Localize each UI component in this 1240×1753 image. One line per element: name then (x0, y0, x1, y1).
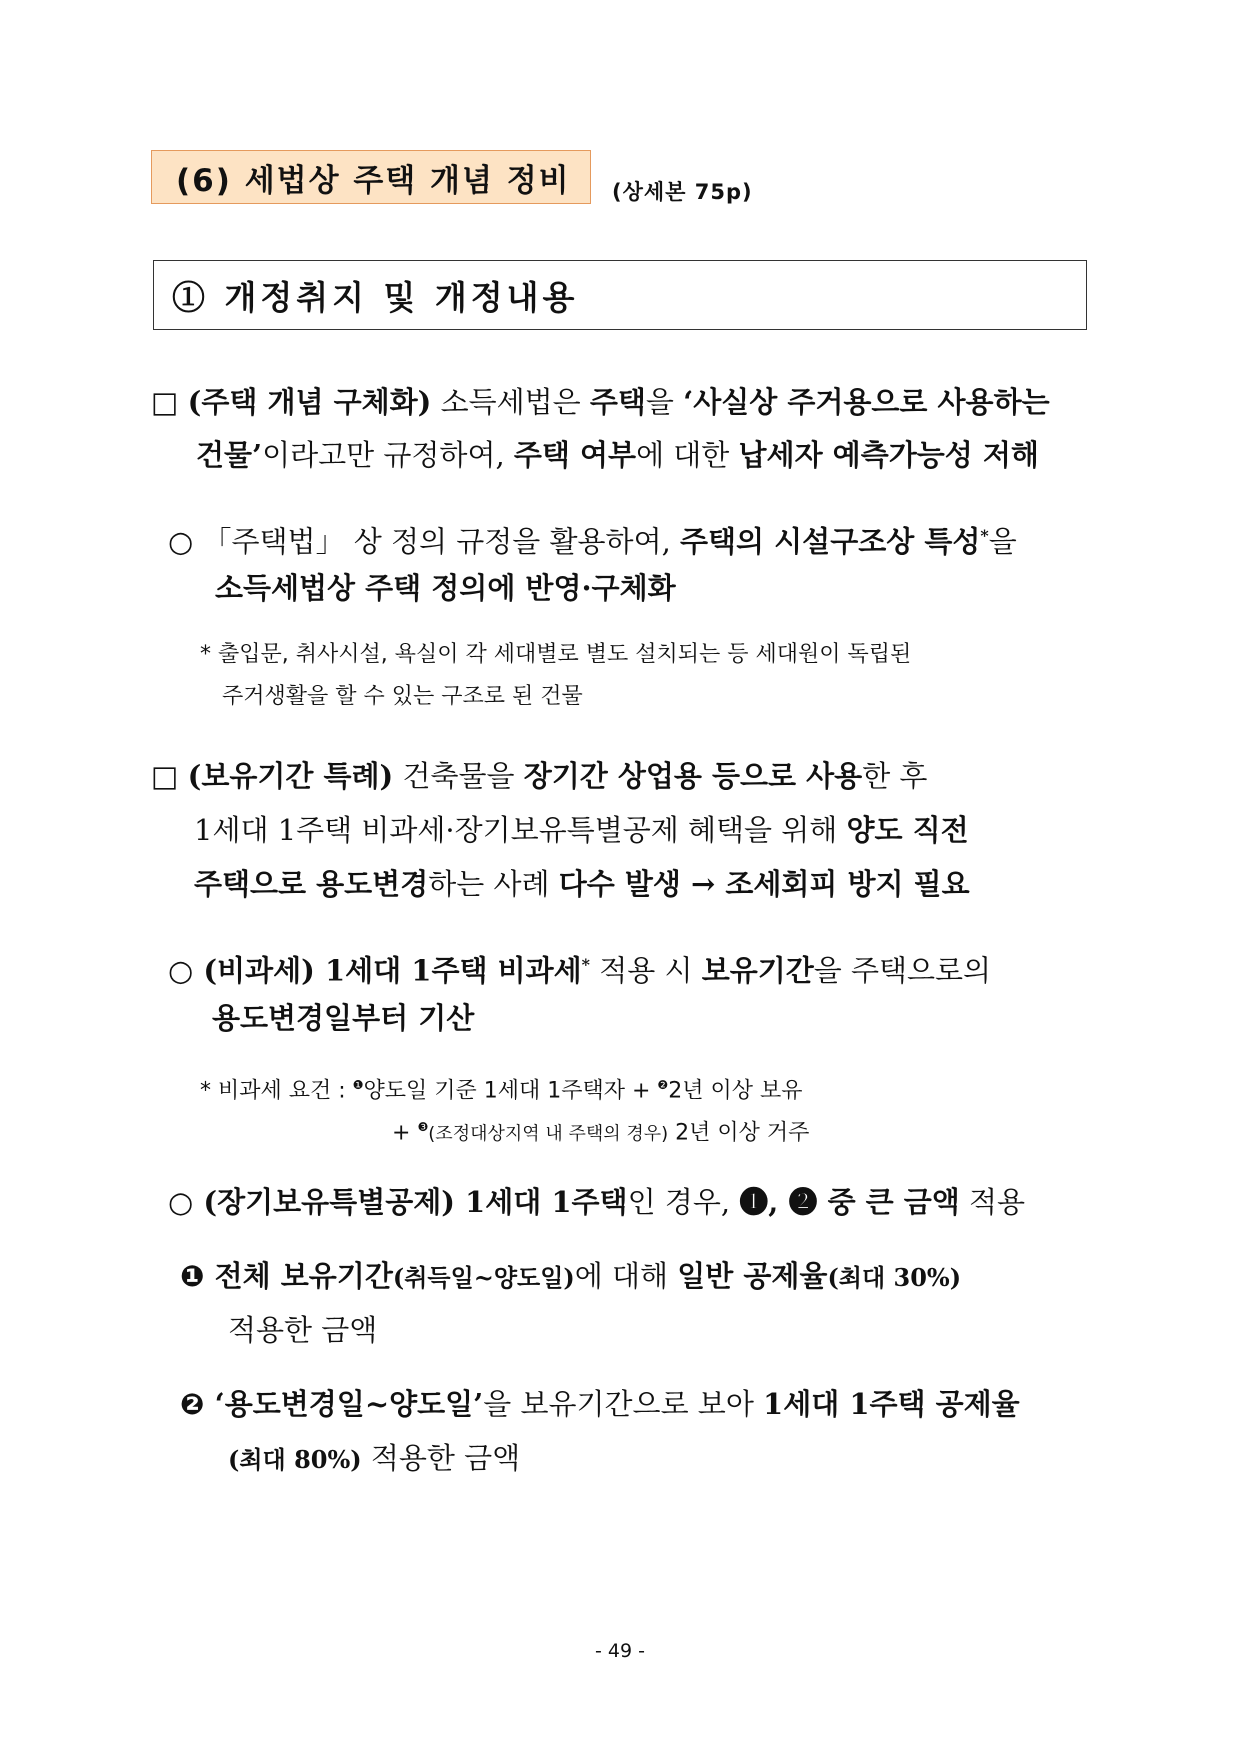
sub2-line1 (168, 938, 991, 998)
text-small: (조정대상지역 내 주택의 경우) (428, 1123, 669, 1145)
item1-line1 (180, 1250, 961, 1304)
text-bold: 양도 직전 (846, 813, 969, 847)
checkbox-bullet-icon: □ (151, 385, 179, 419)
text-bold: 1세대 1주택 공제율 (763, 1387, 1020, 1421)
text-bold-small: (취득일~양도일) (392, 1263, 575, 1292)
item2-line1 (180, 1378, 1020, 1431)
block2-line1 (151, 750, 927, 803)
text-bold: 일반 공제율 (677, 1259, 828, 1293)
text-bold: (장기보유특별공제) 1세대 1주택 (193, 1185, 628, 1219)
text: 에 대해 (574, 1259, 678, 1293)
text: 인 경우, (627, 1185, 740, 1219)
circle-bullet-icon: ○ (168, 953, 194, 988)
text: 건축물을 (393, 759, 524, 793)
text: 을 (988, 524, 1017, 559)
text: 소득세법은 (431, 385, 590, 419)
block1-heading: (주택 개념 구체화) (187, 385, 432, 419)
circled-two-icon: ❷ (657, 1078, 669, 1092)
text: 이라고만 규정하여, (262, 438, 514, 472)
sub3-line1 (168, 1176, 1025, 1229)
text-bold: 주택의 시설구조상 특성 (680, 524, 981, 559)
text: 양도일 기준 1세대 1주택자 + (363, 1078, 658, 1104)
block1-line2 (196, 429, 1039, 482)
circle-bullet-icon: ○ (168, 1185, 194, 1219)
text-bold-small: (최대 30%) (827, 1263, 962, 1292)
text-bold: 납세자 예측가능성 저해 (738, 438, 1039, 472)
circle-bullet-icon: ○ (168, 524, 194, 559)
circled-two-icon: ❷ (180, 1387, 205, 1421)
block2-line3 (194, 858, 970, 911)
text-bold: 주택 여부 (513, 438, 637, 472)
checkbox-bullet-icon: □ (151, 759, 179, 793)
item2-line2 (228, 1432, 520, 1486)
text: 2년 이상 거주 (668, 1120, 810, 1146)
text-bold: 보유기간 (701, 953, 814, 988)
text-bold: ‘사실상 주거용으로 사용하는 (683, 385, 1050, 419)
text-bold: 장기간 상업용 등으로 사용 (523, 759, 863, 793)
note2-line2 (392, 1112, 809, 1149)
text-bold: 건물’ (196, 438, 263, 472)
text: 하는 사례 (428, 867, 559, 901)
sub2-line2: 용도변경일부터 기산 (212, 1001, 475, 1035)
item1-line2: 적용한 금액 (228, 1313, 378, 1347)
sub1-line2: 소득세법상 주택 정의에 반영·구체화 (215, 571, 676, 605)
text: 을 보유기간으로 보아 (483, 1387, 764, 1421)
text-bold: (비과세) 1세대 1주택 비과세 (193, 953, 582, 988)
text: 적용 (959, 1185, 1026, 1219)
text-bold: ‘용도변경일~양도일’ (204, 1387, 484, 1421)
circled-three-icon: ❸ (417, 1120, 429, 1134)
note2-line1 (200, 1070, 803, 1106)
detail-reference: (상세본 75p) (612, 180, 753, 204)
circled-one-icon: ❶ (352, 1078, 364, 1092)
note1-line1: * 출입문, 취사시설, 욕실이 각 세대별로 별도 설치되는 등 세대원이 독립된 (200, 642, 912, 667)
block1-line1 (151, 376, 1050, 429)
page-number: - 49 - (595, 1640, 645, 1662)
text: + (392, 1120, 418, 1146)
footnote-star: * (980, 526, 989, 545)
text-bold: ❶, ❷ 중 큰 금액 (739, 1185, 960, 1219)
text: 1세대 1주택 비과세·장기보유특별공제 혜택을 위해 (194, 813, 847, 847)
text: 적용 시 (589, 953, 702, 988)
text: 을 (645, 385, 684, 419)
text-bold: 주택으로 용도변경 (194, 867, 429, 901)
text: 에 대한 (636, 438, 739, 472)
section-heading: ① 개정취지 및 개정내용 (153, 260, 1087, 330)
text: 2년 이상 보유 (668, 1078, 803, 1104)
text: * 비과세 요건 : (200, 1078, 353, 1104)
block2-line2 (194, 804, 969, 857)
text: 을 주택으로의 (813, 953, 992, 988)
text-bold-small: (최대 80%) (228, 1445, 362, 1474)
note1-line2: 주거생활을 할 수 있는 구조로 된 건물 (222, 684, 583, 709)
chapter-title: (6) 세법상 주택 개념 정비 (151, 150, 591, 204)
text-bold: 다수 발생 → 조세회피 방지 필요 (558, 867, 970, 901)
footnote-star: * (581, 955, 590, 974)
text: 적용한 금액 (361, 1441, 521, 1475)
circled-one-icon: ❶ (180, 1259, 205, 1293)
sub1-line1 (168, 509, 1017, 569)
text: 한 후 (862, 759, 928, 793)
text-bold: 주택 (589, 385, 646, 419)
text-bold: 전체 보유기간 (204, 1259, 393, 1293)
text: 「주택법」 상 정의 규정을 활용하여, (193, 524, 681, 559)
block2-heading: (보유기간 특례) (187, 759, 394, 793)
